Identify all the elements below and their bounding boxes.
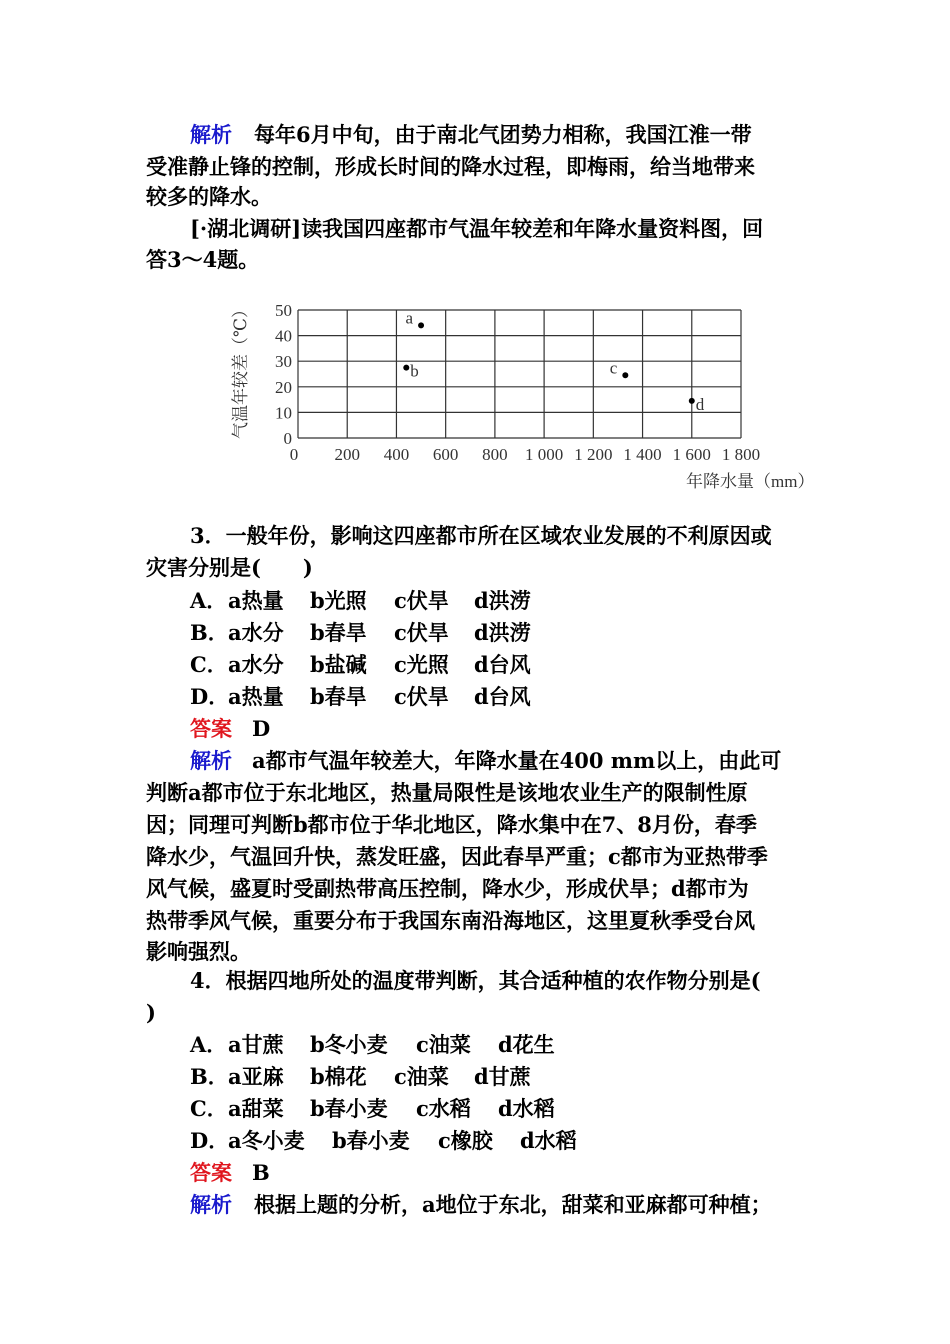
point-label-d: d [695,394,705,414]
option-item-a: a亚麻 [228,1064,284,1089]
option-item-d: d台风 [474,652,531,677]
option-item-c: c伏旱 [394,684,449,709]
x-tick-label: 800 [482,445,508,464]
x-tick-label: 1 400 [623,445,662,464]
y-tick-label: 40 [275,326,292,346]
q3-analysis-line-6: 热带季风气候，重要分布于我国东南沿海地区，这里夏秋季受台风 [146,908,755,933]
q3-analysis-line-5: 风气候，盛夏时受副热带高压控制，降水少，形成伏旱；d都市为 [146,876,749,901]
option-item-c: c伏旱 [394,620,449,645]
chart-grid [298,310,741,438]
analysis-label: 解析 [190,122,232,147]
option-item-a: a水分 [228,652,284,677]
intro-line-3: 较多的降水。 [146,184,272,209]
source-text: 读我国四座都市气温年较差和年降水量资料图，回 [301,216,764,241]
source-line-2: 答3～4题。 [146,247,260,272]
q3-analysis-line-2: 判断a都市位于东北地区，热量局限性是该地农业生产的限制性原 [146,780,748,805]
option-item-b: b春小麦 [332,1128,410,1153]
q4-option-c [190,1094,555,1124]
x-axis-label: 年降水量（mm） [686,472,815,491]
option-item-d: d花生 [498,1032,555,1057]
q3-analysis-line-4: 降水少，气温回升快，蒸发旺盛，因此春旱严重；c都市为亚热带季 [146,844,768,869]
option-letter: B． [190,1064,229,1089]
x-tick-label: 1 800 [721,445,761,464]
q4-stem-line-1: 4．根据四地所处的温度带判断，其合适种植的农作物分别是( [190,968,761,993]
option-item-a: a水分 [228,620,284,645]
q4-option-d [190,1126,577,1156]
y-tick-label: 50 [275,301,292,320]
x-tick-label: 200 [334,445,360,464]
data-point-d [689,398,695,404]
option-item-a: a甜菜 [228,1096,284,1121]
q4-analysis-text: 根据上题的分析，a地位于东北，甜菜和亚麻都可种植； [254,1192,772,1217]
option-item-d: d洪涝 [474,588,531,613]
x-tick-label: 1 600 [672,445,711,464]
option-item-c: c伏旱 [394,588,449,613]
point-label-c: c [609,358,618,378]
q3-stem-line-2: 灾害分别是( ) [146,555,313,580]
option-letter: A． [190,588,228,613]
q4-answer: B [252,1160,270,1185]
data-point-b [403,365,409,371]
q3-analysis-line-7: 影响强烈。 [146,939,251,964]
option-letter: C． [190,1096,228,1121]
y-tick-labels [275,301,292,448]
x-tick-label: 0 [289,445,299,464]
q3-answer: D [252,716,271,741]
data-point-c [622,372,628,378]
option-item-a: a甘蔗 [228,1032,284,1057]
option-item-b: b棉花 [310,1064,367,1089]
point-label-b: b [410,361,419,381]
q4-answer-line [190,1158,270,1188]
q3-option-d [190,682,531,712]
option-item-b: b春旱 [310,620,367,645]
scatter-chart [228,290,815,500]
q3-analysis-line-1 [190,746,781,776]
answer-label: 答案 [190,716,232,741]
option-item-b: b春旱 [310,684,367,709]
q3-answer-line [190,714,270,744]
analysis-label: 解析 [190,1192,232,1217]
y-tick-label: 10 [275,403,292,423]
answer-label: 答案 [190,1160,232,1185]
q4-option-a [190,1030,555,1060]
q4-stem-line-2: ) [146,1000,156,1025]
y-tick-label: 20 [275,377,292,397]
option-item-c: c水稻 [416,1096,471,1121]
option-item-a: a冬小麦 [228,1128,305,1153]
option-item-d: d水稻 [520,1128,577,1153]
option-item-c: c油菜 [416,1032,471,1057]
source-line-1 [190,214,763,244]
option-letter: B． [190,620,229,645]
q3-option-c [190,650,531,680]
option-letter: D． [190,684,230,709]
intro-text: 每年6月中旬，由于南北气团势力相称，我国江淮一带 [254,122,752,147]
q3-analysis-text: a都市气温年较差大，年降水量在400 mm以上，由此可 [252,748,782,773]
option-item-c: c光照 [394,652,449,677]
y-tick-label: 0 [283,429,292,448]
option-item-a: a热量 [228,588,284,613]
y-tick-label: 30 [275,352,292,372]
analysis-label: 解析 [190,748,232,773]
x-tick-label: 1 000 [524,445,564,464]
option-letter: A． [190,1032,228,1057]
q3-stem-line-1: 3．一般年份，影响这四座都市所在区域农业发展的不利原因或 [190,523,772,548]
point-label-a: a [405,308,414,328]
option-item-d: d水稻 [498,1096,555,1121]
source-tag: [·湖北调研] [190,216,302,241]
y-axis-label: 气温年较差（℃） [231,300,250,440]
option-item-a: a热量 [228,684,284,709]
option-item-b: b盐碱 [310,652,367,677]
q3-analysis-line-3: 因；同理可判断b都市位于华北地区，降水集中在7、8月份，春季 [146,812,757,837]
q3-option-a [190,586,531,616]
option-item-c: c橡胶 [438,1128,493,1153]
q3-option-b [190,618,531,648]
option-item-c: c油菜 [394,1064,449,1089]
option-letter: D． [190,1128,230,1153]
option-item-b: b光照 [310,588,367,613]
intro-line-1 [190,120,752,150]
q4-option-b [190,1062,531,1092]
option-item-d: d台风 [474,684,531,709]
option-item-b: b冬小麦 [310,1032,388,1057]
q4-analysis-line-1 [190,1190,772,1220]
intro-line-2: 受准静止锋的控制，形成长时间的降水过程，即梅雨，给当地带来 [146,154,755,179]
option-item-b: b春小麦 [310,1096,388,1121]
x-tick-label: 1 200 [574,445,613,464]
x-tick-label: 400 [383,445,410,464]
x-tick-labels [290,445,760,464]
x-tick-label: 600 [432,445,459,464]
option-item-d: d甘蔗 [474,1064,531,1089]
option-item-d: d洪涝 [474,620,531,645]
option-letter: C． [190,652,228,677]
data-point-a [418,322,424,328]
